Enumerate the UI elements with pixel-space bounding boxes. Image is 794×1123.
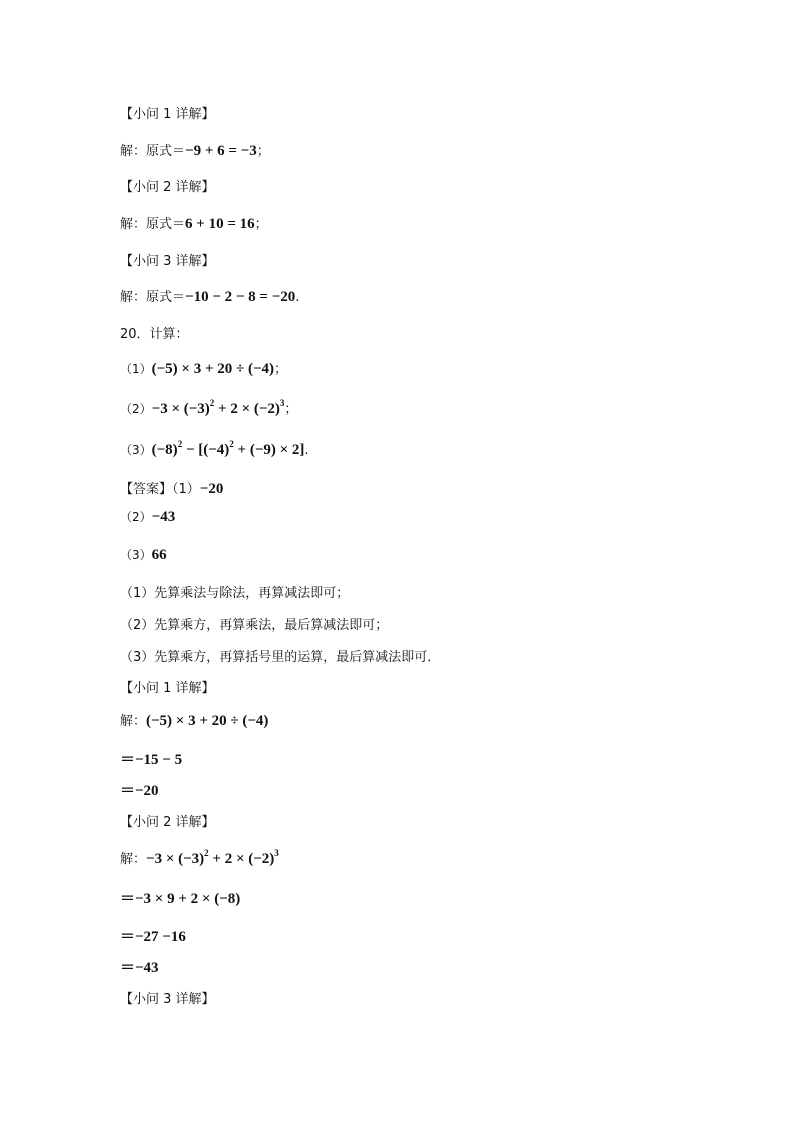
answer-line-2 [120, 213, 268, 233]
question-20-part-3 [120, 441, 309, 459]
answer-value: 66 [151, 547, 167, 563]
answer-part-3 [120, 546, 167, 564]
solution-label: 解： [120, 852, 147, 867]
answer-line-3 [120, 286, 299, 306]
question-20-part-1 [120, 358, 287, 378]
equation: 6 + 10 = 16 [185, 216, 255, 232]
part-number: （2） [120, 510, 152, 524]
detail-1-step-3: ＝−20 [120, 783, 159, 799]
detail-2-step-4: ＝−43 [120, 960, 159, 976]
expression: $(-8)^2 - [(-4)^2 + (-9) \times 2]$ [151, 439, 305, 458]
subquestion-1-heading: 【小问 1 详解】 [120, 107, 215, 122]
question-20-part-2 [120, 398, 297, 418]
punctuation: . [304, 443, 309, 458]
question-20-title: 20．计算： [120, 327, 189, 342]
answer-part-2 [120, 508, 175, 526]
part-number: （3） [120, 548, 152, 562]
detail-2-step-2: ＝−3 × 9 + 2 × (−8) [120, 891, 241, 907]
part-number: （1） [120, 362, 152, 376]
detail-2-heading: 【小问 2 详解】 [120, 815, 215, 830]
expression: $-3 \times (-3)^2 + 2 \times (-2)^3$ [151, 398, 285, 417]
punctuation: ； [284, 402, 298, 417]
answer-label: 解：原式＝ [120, 217, 186, 232]
subquestion-3-heading: 【小问 3 详解】 [120, 254, 215, 269]
punctuation: ； [254, 217, 268, 232]
detail-1-step-2: ＝−15 − 5 [120, 752, 183, 768]
hint-2: （2）先算乘方，再算乘法，最后算减法即可； [120, 618, 389, 633]
detail-2-step-3: ＝−27 −16 [120, 929, 186, 945]
answer-part-1 [120, 478, 223, 498]
detail-1-heading: 【小问 1 详解】 [120, 681, 215, 696]
equation: −9 + 6 = −3 [185, 143, 257, 159]
equation: −10 − 2 − 8 = −20 [185, 289, 296, 305]
solution-label: 解： [120, 714, 147, 729]
punctuation: . [295, 290, 300, 305]
answer-label: 解：原式＝ [120, 144, 186, 159]
subquestion-2-heading: 【小问 2 详解】 [120, 180, 215, 195]
detail-3-heading: 【小问 3 详解】 [120, 992, 215, 1007]
answer-value: −43 [151, 509, 176, 525]
part-number: （3） [120, 443, 152, 457]
detail-1-step-1 [120, 710, 268, 730]
hint-1: （1）先算乘法与除法，再算减法即可； [120, 586, 350, 601]
answer-label: 【答案】（1） [120, 482, 200, 497]
punctuation: ； [256, 144, 270, 159]
detail-2-step-1 [120, 848, 279, 868]
expression: (−5) × 3 + 20 ÷ (−4) [151, 361, 275, 377]
punctuation: ； [274, 362, 288, 377]
expression: $-3 \times (-3)^2 + 2 \times (-2)^3$ [146, 848, 279, 867]
hint-3: （3）先算乘方，再算括号里的运算，最后算减法即可． [120, 650, 441, 665]
answer-line-1 [120, 140, 270, 160]
answer-label: 解：原式＝ [120, 290, 186, 305]
answer-value: −20 [199, 481, 224, 497]
expression: (−5) × 3 + 20 ÷ (−4) [146, 713, 269, 729]
part-number: （2） [120, 402, 152, 416]
